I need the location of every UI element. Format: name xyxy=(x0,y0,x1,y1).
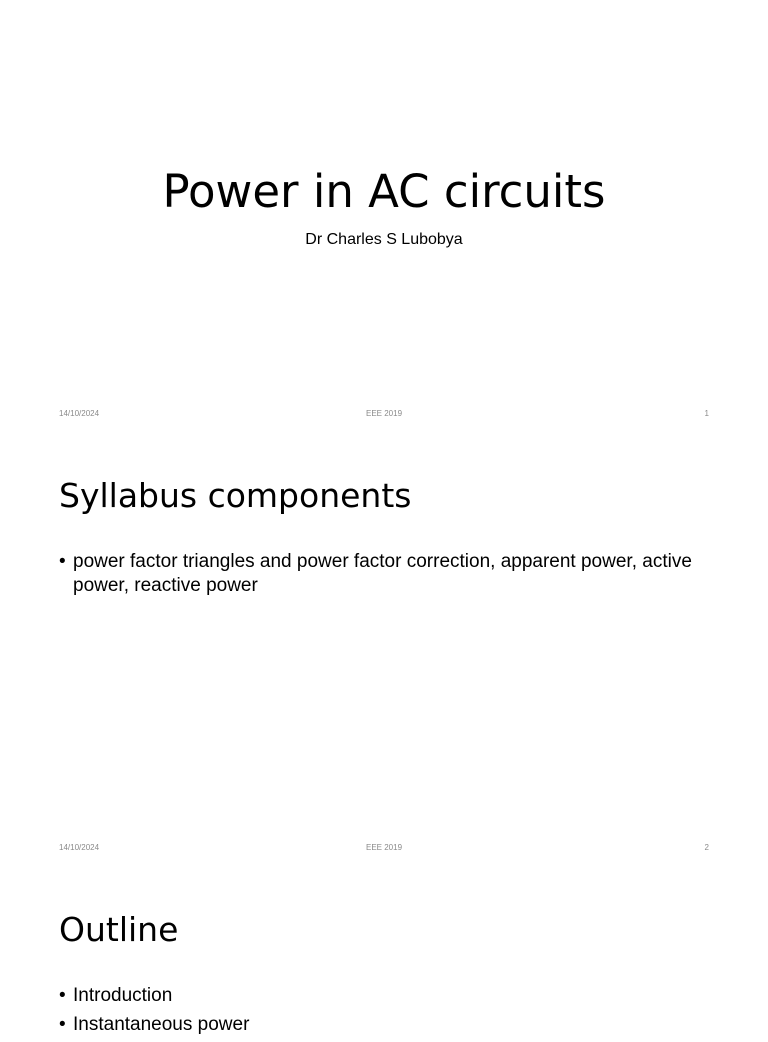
slide-footer xyxy=(59,842,709,854)
footer-slide-number: 2 xyxy=(704,843,709,852)
slide-subtitle: Dr Charles S Lubobya xyxy=(305,231,463,248)
list-item-text: Instantaneous power xyxy=(73,1014,250,1035)
footer-course-code: EEE 2019 xyxy=(365,843,403,852)
footer-slide-number: 1 xyxy=(704,409,709,418)
list-item-text: power factor triangles and power factor correction, apparent power, active power, reactive power xyxy=(73,551,692,596)
list-item xyxy=(59,1013,709,1037)
slide-title: Power in AC circuits xyxy=(162,165,606,218)
bullet-icon: • xyxy=(59,985,66,1006)
bullet-list xyxy=(59,550,709,603)
slide-3 xyxy=(0,868,768,1035)
footer-course-code: EEE 2019 xyxy=(365,409,403,418)
bullet-icon: • xyxy=(59,1014,66,1035)
list-item xyxy=(59,550,709,598)
slide-1 xyxy=(0,0,768,434)
slide-heading: Outline xyxy=(59,910,179,949)
footer-date: 14/10/2024 xyxy=(59,843,100,852)
footer-date: 14/10/2024 xyxy=(59,409,100,418)
slide-heading: Syllabus components xyxy=(59,476,412,515)
slide-footer xyxy=(59,408,709,420)
list-item-text: Introduction xyxy=(73,985,173,1006)
slide-2 xyxy=(0,434,768,868)
list-item xyxy=(59,984,709,1008)
bullet-icon: • xyxy=(59,551,66,572)
bullet-list xyxy=(59,984,709,1042)
